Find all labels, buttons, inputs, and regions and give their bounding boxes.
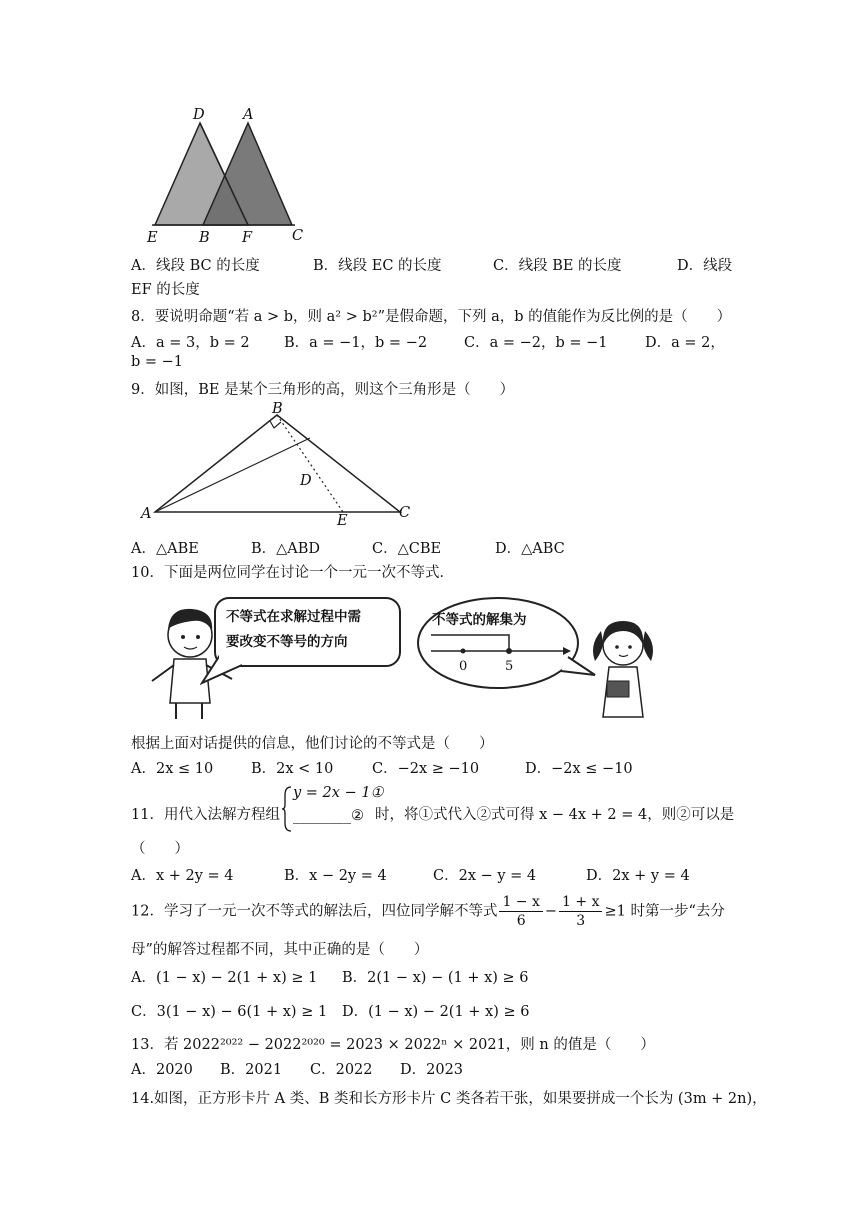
q12-stem-pre: 12．学习了一元一次不等式的解法后，四位同学解不等式 [131, 903, 498, 920]
q10-question: 根据上面对话提供的信息，他们讨论的不等式是（ ） [131, 736, 494, 752]
triangle-abc-figure [140, 400, 440, 530]
q11-stem-post: 时，将①式代入②式可得 x − 4x + 2 = 4，则②可以是 [375, 807, 735, 823]
q11-paren: （ ） [131, 841, 189, 857]
fig7-label-F: F [242, 230, 253, 246]
q7-option-d: D．线段 [677, 258, 733, 274]
q9-label-D: D [300, 473, 312, 489]
bubble-left-line1: 不等式在求解过程中需 [226, 609, 361, 625]
q9-label-A: A [141, 506, 152, 522]
girl-illustration [585, 595, 665, 725]
q12-option-a: A．(1 − x) − 2(1 + x) ≥ 1 [131, 970, 318, 986]
fig7-label-B: B [199, 230, 210, 246]
fig7-label-C: C [292, 228, 304, 244]
q11-stem-pre: 11．用代入法解方程组 [131, 807, 280, 823]
q8-option-b: B．a = −1，b = −2 [284, 335, 428, 351]
q10-stem: 10．下面是两位同学在讨论一个一元一次不等式． [131, 565, 454, 581]
q13-option-b: B．2021 [220, 1062, 283, 1078]
q13-option-d: D．2023 [400, 1062, 464, 1078]
q12-stem [131, 893, 725, 930]
q7-option-c: C．线段 BE 的长度 [493, 258, 622, 274]
bubble-left-line2: 要改变不等号的方向 [226, 634, 348, 650]
q12-option-d: D．(1 − x) − 2(1 + x) ≥ 6 [342, 1004, 530, 1020]
q8-option-d-cont: b = −1 [131, 354, 184, 370]
q12-f1-den: 6 [516, 913, 526, 929]
fig7-label-D: D [193, 107, 205, 123]
triangles-figure [140, 105, 340, 245]
q9-option-b: B．△ABD [251, 541, 321, 557]
q9-label-E: E [337, 513, 348, 529]
q11-eq1: y = 2x − 1① [293, 785, 384, 801]
q11-option-d: D．2x + y = 4 [586, 868, 690, 884]
q7-option-d-cont: EF 的长度 [131, 282, 200, 298]
q8-option-d: D．a = 2， [645, 335, 725, 351]
q10-option-c: C．−2x ≥ −10 [372, 761, 480, 777]
q8-stem: 8．要说明命题“若 a > b，则 a² > b²”是假命题，下列 a，b 的值能作为反比例的是（ ） [131, 309, 732, 325]
q13-stem: 13．若 2022²⁰²² − 2022²⁰²⁰ = 2023 × 2022ⁿ × 2021，则 n 的值是（ ） [131, 1037, 655, 1053]
fig7-label-A: A [243, 107, 254, 123]
q9-stem: 9．如图，BE 是某个三角形的高，则这个三角形是（ ） [131, 382, 515, 398]
q10-option-a: A．2x ≤ 10 [131, 761, 214, 777]
q9-label-C: C [399, 505, 411, 521]
q9-option-c: C．△CBE [372, 541, 442, 557]
q12-fraction-2 [559, 893, 602, 930]
system-brace [281, 785, 293, 833]
q8-option-a: A．a = 3，b = 2 [131, 335, 250, 351]
q7-option-b: B．线段 EC 的长度 [313, 258, 442, 274]
q8-option-c: C．a = −2，b = −1 [464, 335, 608, 351]
q9-label-B: B [272, 401, 283, 417]
q11-option-b: B．x − 2y = 4 [284, 868, 387, 884]
q9-option-a: A．△ABE [131, 541, 199, 557]
q12-minus: − [544, 903, 558, 920]
q12-stem-post: ≥1 时第一步“去分 [604, 903, 725, 920]
q12-f2-num: 1 + x [559, 893, 602, 912]
fig7-label-E: E [147, 230, 158, 246]
q11-option-a: A．x + 2y = 4 [131, 868, 234, 884]
number-line-tick-0: 0 [459, 659, 468, 674]
q7-option-a: A．线段 BC 的长度 [131, 258, 260, 274]
q12-f2-den: 3 [576, 913, 586, 929]
q11-eq2: ________② [293, 808, 364, 824]
q10-option-b: B．2x < 10 [251, 761, 334, 777]
q12-option-b: B．2(1 − x) − (1 + x) ≥ 6 [342, 970, 529, 986]
q12-f1-num: 1 − x [499, 893, 542, 912]
q12-fraction-1 [499, 893, 542, 930]
q13-option-c: C．2022 [310, 1062, 373, 1078]
bubble-right-text: 不等式的解集为 [432, 612, 527, 628]
q13-option-a: A．2020 [131, 1062, 193, 1078]
q10-option-d: D．−2x ≤ −10 [525, 761, 633, 777]
q11-option-c: C．2x − y = 4 [433, 868, 537, 884]
q12-line2: 母”的解答过程都不同，其中正确的是（ ） [131, 942, 429, 958]
q12-option-c: C．3(1 − x) − 6(1 + x) ≥ 1 [131, 1004, 328, 1020]
q14-stem: 14.如图，正方形卡片 A 类、B 类和长方形卡片 C 类各若干张，如果要拼成一个长为 (3m + 2n)， [131, 1091, 767, 1107]
q9-option-d: D．△ABC [495, 541, 565, 557]
number-line-tick-5: 5 [505, 659, 514, 674]
